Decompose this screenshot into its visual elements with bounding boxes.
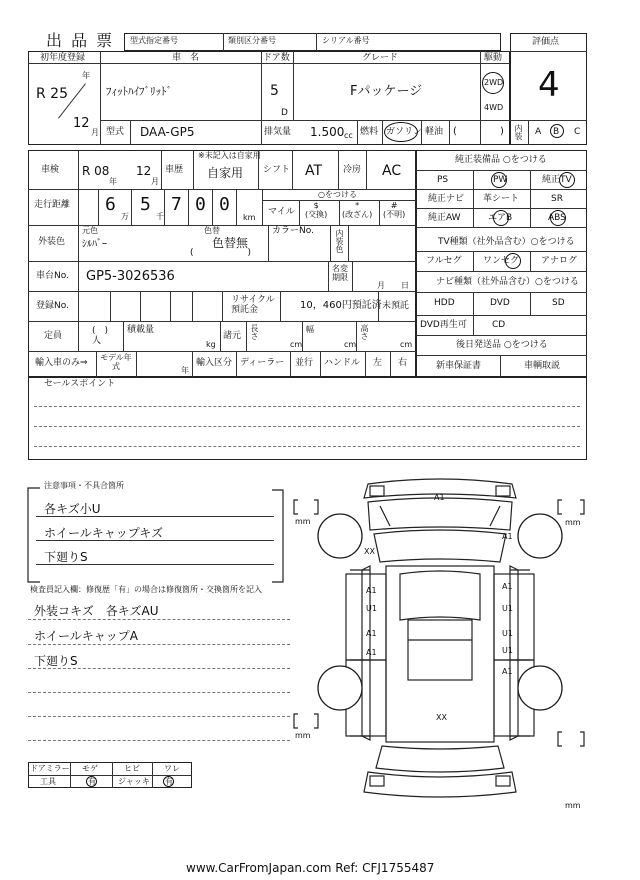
note-line-2: ホイールキャップキズ <box>44 526 164 540</box>
nav-dvd-play: DVD再生可 <box>420 320 467 330</box>
color-label: 外装色 <box>38 237 66 247</box>
later-warranty: 新車保証書 <box>436 361 482 371</box>
inspection-month: 12 <box>136 164 152 178</box>
color-change-label: 色替 <box>204 226 220 235</box>
door-count-label: ドア数 <box>263 53 290 63</box>
interior-grade-label: 内装 <box>514 124 523 140</box>
equip-leather: 革シート <box>483 194 520 204</box>
original-color-label: 元色 <box>82 226 98 235</box>
grade-label: グレード <box>362 53 399 63</box>
score-value: 4 <box>538 65 560 105</box>
drive-2wd: 2WD <box>484 78 504 87</box>
door-count: 5 <box>270 83 279 99</box>
mileage-digit-3: 7 <box>171 194 182 215</box>
mirror-crack: ヒビ <box>124 764 140 773</box>
dealer-option: ディーラー <box>240 358 285 368</box>
nav-cd: CD <box>492 320 506 330</box>
mile-exchanged: $ (交換) <box>305 201 328 219</box>
shift-value: AT <box>305 163 323 179</box>
displacement: 1.500 <box>310 125 345 139</box>
equip-ps: PS <box>437 175 449 185</box>
nav-sd: SD <box>552 298 565 308</box>
mm-front-left: mm <box>295 517 311 526</box>
mileage-digit-2: 5 <box>140 194 151 215</box>
inspector-line-2: ホイールキャップA <box>34 629 138 643</box>
tool-label: 工具 <box>40 777 56 786</box>
usage-note: ※未記入は自家用 <box>198 151 261 160</box>
tv-title: TV種類（社外品含む）○をつける <box>438 237 575 247</box>
damage-rear-bumper: XX <box>436 713 447 722</box>
footer-watermark: www.CarFromJapan.com Ref: CFJ1755487 <box>186 861 435 875</box>
damage-left-quarter: A1 <box>366 648 377 657</box>
fuel-gasoline: ガソリン <box>386 127 423 137</box>
capacity-value: ( ) 人 <box>92 326 109 346</box>
registration-label: 登録No. <box>36 301 69 311</box>
ac-label: 冷房 <box>343 165 362 175</box>
equip-navi: 純正ナビ <box>428 194 465 204</box>
damage-left-fender: A1 <box>366 586 377 595</box>
note-line-3: 下廻りS <box>44 550 88 564</box>
recycle-value: 10，460円預託済 <box>300 300 382 311</box>
usage-value: 自家用 <box>207 166 244 180</box>
import-label: 輸入車のみ⇒ <box>35 358 88 368</box>
mirror-loose: モゲ <box>82 764 98 773</box>
ac-value: AC <box>382 163 402 179</box>
handle-right: 右 <box>398 358 408 368</box>
recycle-unpaid: 未預託 <box>382 301 410 311</box>
mile-tampered: * (改ざん) <box>342 201 373 219</box>
grade-value: Fパッケージ <box>350 84 423 99</box>
class-number-label: 類別区分番号 <box>228 36 276 45</box>
equip-sunroof: SR <box>551 194 563 204</box>
mile-unknown: # (不明) <box>383 201 406 219</box>
inspection-value: R 08 <box>82 164 110 178</box>
jack-label: ジャッキ <box>118 777 150 786</box>
mileage-digit-5: 0 <box>219 194 230 215</box>
chassis-number: GP5-3026536 <box>86 269 175 284</box>
score-label: 評価点 <box>532 37 560 47</box>
equip-airbag: エアB <box>488 213 513 223</box>
nav-dvd: DVD <box>490 298 510 308</box>
cc-unit: cc <box>344 131 353 140</box>
equip-abs: ABS <box>548 213 566 223</box>
nav-title: ナビ種類（社外品含む）○をつける <box>436 277 579 287</box>
equip-aw: 純正AW <box>428 213 461 223</box>
year-unit: 年 <box>82 71 90 80</box>
equip-tv: 純正TV <box>542 175 572 185</box>
dimensions-label: 諸元 <box>223 331 242 341</box>
inspector-title: 検査員記入欄：修復歴「有」の場合は修復箇所・交換箇所を記入 <box>30 585 262 594</box>
nav-hdd: HDD <box>434 298 455 308</box>
mm-rear-right: mm <box>565 801 581 810</box>
door-d: D <box>281 108 288 118</box>
tv-oneseg: ワンセグ <box>483 256 520 266</box>
equipment-title: 純正装備品 ○をつける <box>455 155 547 165</box>
model-type: DAA-GP5 <box>140 125 195 139</box>
info-table <box>28 150 416 377</box>
tool-present: 有 <box>88 777 96 786</box>
mm-front-right: mm <box>565 518 581 527</box>
first-reg-month: 12 <box>73 116 90 131</box>
interior-grade-b: B <box>553 127 560 137</box>
note-line-1: 各キズ小U <box>44 502 101 516</box>
equip-pw: PW <box>493 175 508 185</box>
mile-label: マイル <box>268 207 295 217</box>
model-number-label: 型式指定番号 <box>130 36 178 45</box>
chassis-label: 車台No. <box>36 271 69 281</box>
inspector-line-3: 下廻りS <box>34 654 78 668</box>
serial-number-label: シリアル番号 <box>322 36 370 45</box>
color-code-label: カラーNo. <box>272 226 314 236</box>
usage-label: 車歴 <box>165 165 184 175</box>
handle-left: 左 <box>373 358 383 368</box>
drive-label: 駆動 <box>484 53 503 63</box>
mm-rear-left: mm <box>295 731 311 740</box>
model-type-label: 型式 <box>106 127 125 137</box>
mileage-digit-1: 6 <box>105 194 116 215</box>
damage-right-front-door: U1 <box>502 604 513 613</box>
form-title: 出 品 票 <box>46 31 115 50</box>
inspection-label: 車検 <box>41 165 60 175</box>
mirror-label: ドアミラー <box>30 764 70 773</box>
first-reg-era: R 25 <box>36 86 68 102</box>
mileage-label: 走行距離 <box>34 200 71 210</box>
tv-fullseg: フルセグ <box>426 256 462 266</box>
damage-right-quarter: U1 <box>502 646 513 655</box>
id-header-box <box>124 33 501 51</box>
damage-right-rear-door: U1 <box>502 629 513 638</box>
damage-right-rear: A1 <box>502 667 513 676</box>
damage-left-rear-door: A1 <box>366 629 377 638</box>
interior-color-label: 内装色 <box>335 229 344 253</box>
later-title: 後日発送品 ○をつける <box>456 340 548 350</box>
notes-title: 注意事項・不具合箇所 <box>44 481 124 490</box>
capacity-label: 定員 <box>44 331 63 341</box>
damage-front-bumper: A1 <box>434 493 445 502</box>
load-label: 積載量 <box>127 325 155 335</box>
car-damage-diagram <box>290 470 590 810</box>
damage-front-left-wheel: XX <box>364 547 375 556</box>
original-color: ｼﾙﾊﾞｰ <box>82 239 107 250</box>
month-unit: 月 <box>91 128 99 137</box>
mileage-digit-4: 0 <box>195 194 206 215</box>
diesel-label: 軽油 <box>425 127 444 137</box>
shift-label: シフト <box>263 165 291 175</box>
fuel-label: 燃料 <box>360 127 379 137</box>
car-name: ﾌｨｯﾄﾊｲﾌﾞﾘｯﾄﾞ <box>106 85 172 98</box>
color-change-value: 色替無 <box>212 236 249 250</box>
later-manual: 車輌取説 <box>524 361 561 371</box>
sales-point-box <box>28 377 587 460</box>
first-registration-label: 初年度登録 <box>40 53 86 63</box>
model-year-label: モデル年式 <box>100 353 132 372</box>
damage-front-right-wheel: A1 <box>502 532 513 541</box>
name-change-label: 名変期限 <box>332 264 348 283</box>
car-name-label: 車 名 <box>172 53 200 63</box>
damage-right-fender: A1 <box>502 582 513 591</box>
handle-label: ハンドル <box>324 358 361 368</box>
length-label: 長さ <box>250 324 259 340</box>
mirror-break: ワレ <box>164 764 180 773</box>
width-label: 幅 <box>306 325 314 334</box>
parallel-option: 並行 <box>295 358 314 368</box>
displacement-label: 排気量 <box>264 127 292 137</box>
sales-point-label: セールスポイント <box>44 379 116 389</box>
height-label: 高さ <box>360 324 369 340</box>
tv-analog: アナログ <box>541 256 578 266</box>
interior-grade-a: A <box>535 127 542 137</box>
jack-present: 有 <box>165 777 173 786</box>
inspector-line-1: 外装コキズ 各キズAU <box>34 604 159 618</box>
drive-4wd: 4WD <box>484 103 504 112</box>
damage-left-front-door: U1 <box>366 604 377 613</box>
import-type-label: 輸入区分 <box>196 358 233 368</box>
interior-grade-c: C <box>574 127 581 137</box>
recycle-label: リサイクル預託金 <box>231 295 275 316</box>
mileage-mark-header: ○をつける <box>318 190 357 199</box>
